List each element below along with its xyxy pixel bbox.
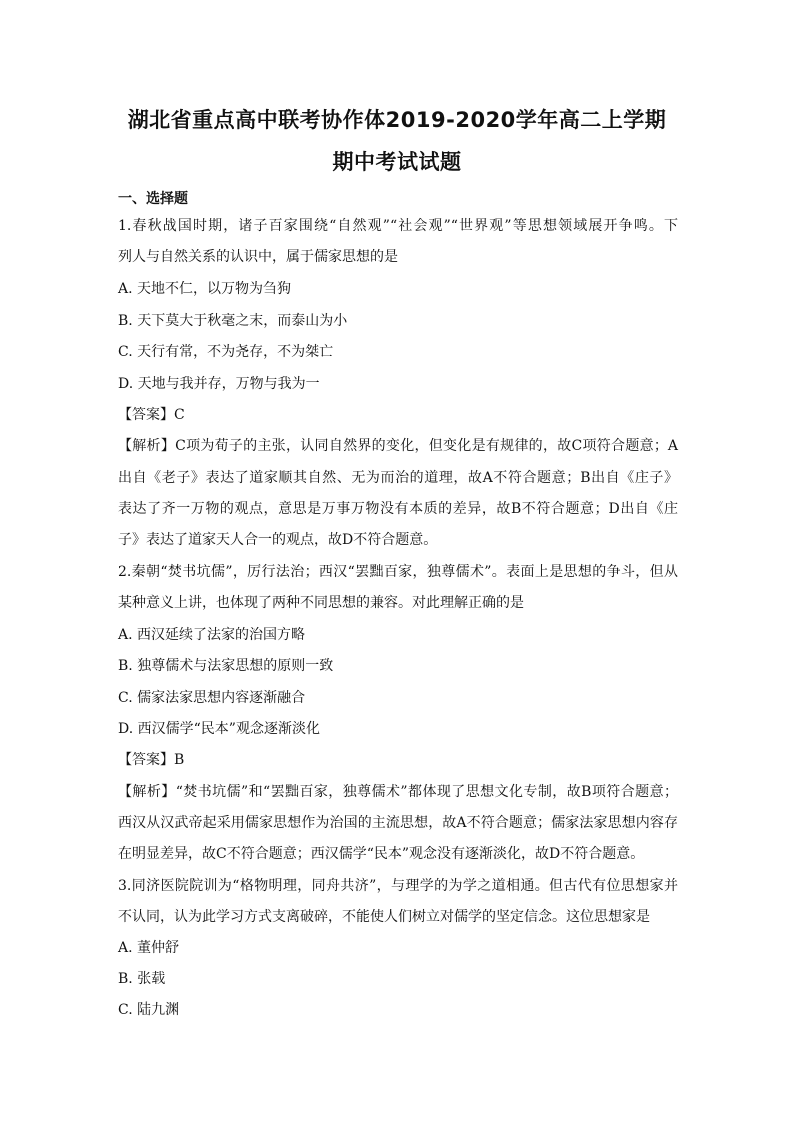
q1-stem-line1: 1.春秋战国时期，诸子百家围绕“自然观”“社会观”“世界观”等思想领域展开争鸣。下: [118, 218, 678, 234]
q1-option-c: C. 天行有常，不为尧存，不为桀亡: [118, 344, 334, 360]
q1-analysis-line1: 【解析】C项为荀子的主张，认同自然界的变化，但变化是有规律的，故C项符合题意；A: [118, 438, 678, 454]
q1-option-a: A. 天地不仁，以万物为刍狗: [118, 281, 292, 297]
q3-option-c: C. 陆九渊: [118, 1002, 180, 1018]
q2-analysis-line3: 在明显差异，故C不符合题意；西汉儒学“民本”观念没有逐渐淡化，故D不符合题意。: [118, 846, 645, 862]
q3-option-b: B. 张载: [118, 971, 166, 987]
q2-analysis-line1: 【解析】“焚书坑儒”和“罢黜百家，独尊儒术”都体现了思想文化专制，故B项符合题意；: [118, 784, 678, 800]
q1-analysis-line3: 表达了齐一万物的观点，意思是万事万物没有本质的差异，故B不符合题意；D出自《庄: [118, 501, 678, 517]
q3-option-a: A. 董仲舒: [118, 940, 180, 956]
q3-stem-line1: 3.同济医院院训为“格物明理，同舟共济”，与理学的为学之道相通。但古代有位思想家并: [118, 878, 678, 894]
q2-option-a: A. 西汉延续了法家的治国方略: [118, 627, 306, 643]
q2-option-d: D. 西汉儒学“民本”观念逐渐淡化: [118, 721, 320, 737]
q1-option-b: B. 天下莫大于秋毫之末，而泰山为小: [118, 313, 348, 329]
section-heading: 一、选择题: [118, 191, 188, 207]
q2-option-b: B. 独尊儒术与法家思想的原则一致: [118, 658, 334, 674]
q1-analysis-line4: 子》表达了道家天人合一的观点，故D不符合题意。: [118, 532, 438, 548]
q3-stem-line2: 不认同，认为此学习方式支离破碎，不能使人们树立对儒学的坚定信念。这位思想家是: [118, 909, 650, 925]
doc-title-line1: 湖北省重点高中联考协作体2019-2020学年高二上学期: [127, 108, 667, 132]
q2-option-c: C. 儒家法家思想内容逐渐融合: [118, 690, 306, 706]
q2-analysis-line2: 西汉从汉武帝起采用儒家思想作为治国的主流思想，故A不符合题意；儒家法家思想内容存: [118, 815, 678, 831]
q1-option-d: D. 天地与我并存，万物与我为一: [118, 376, 320, 392]
q2-answer: 【答案】B: [118, 752, 185, 768]
doc-title-line2: 期中考试试题: [332, 150, 462, 174]
q1-stem-line2: 列人与自然关系的认识中，属于儒家思想的是: [118, 249, 398, 265]
q2-stem-line2: 某种意义上讲，也体现了两种不同思想的兼容。对此理解正确的是: [118, 595, 524, 611]
q2-stem-line1: 2.秦朝“焚书坑儒”，厉行法治；西汉“罢黜百家，独尊儒术”。表面上是思想的争斗，但从: [118, 564, 678, 580]
q1-analysis-line2: 出自《老子》表达了道家顺其自然、无为而治的道理，故A不符合题意；B出自《庄子》: [118, 470, 678, 486]
q1-answer: 【答案】C: [118, 407, 185, 423]
